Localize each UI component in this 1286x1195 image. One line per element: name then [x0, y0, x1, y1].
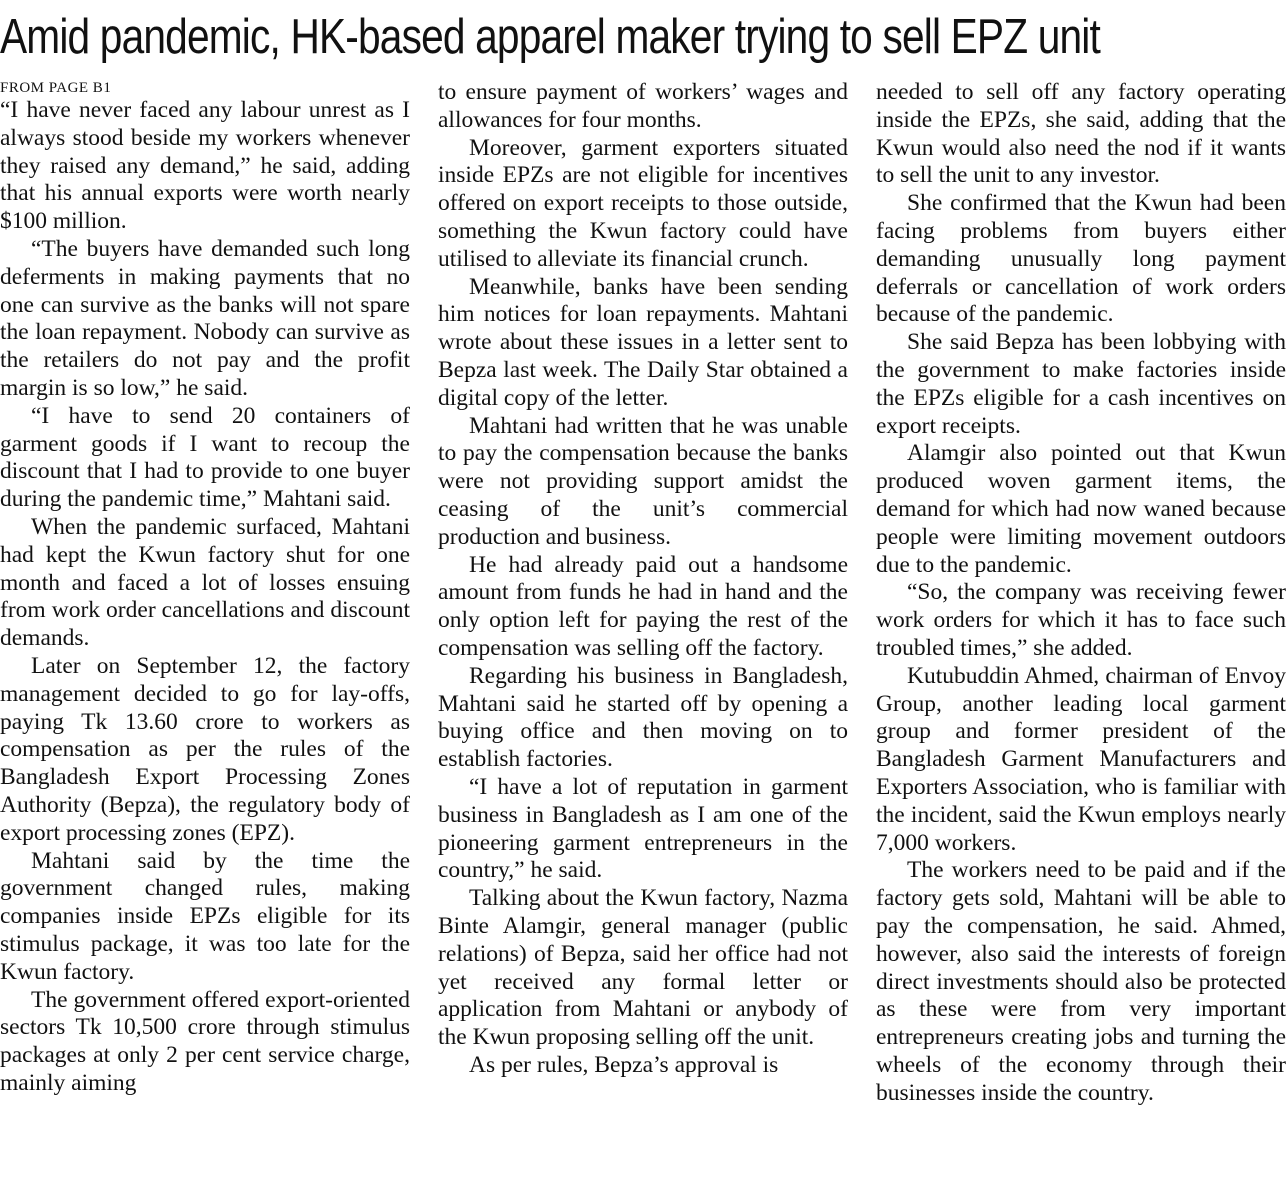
paragraph: “The buyers have demanded such long deferments in making payments that no one can survive as the banks will not spare the loan repayment. Nobody can survive as the retailers do not pay and the profit margin is so low,” he said.	[0, 235, 410, 401]
paragraph: As per rules, Bepza’s approval is	[469, 1051, 779, 1078]
paragraph: to ensure payment of workers’ wages and allowances for four months.	[438, 79, 848, 133]
paragraph: When the pandemic surfaced, Mahtani had kept the Kwun factory shut for one month and faced a lot of losses ensuing from work order cancellations and discount demands.	[0, 513, 410, 652]
paragraph: Later on September 12, the factory management decided to go for lay-offs, paying Tk 13.60 crore to workers as compensation as per the rules of the Bangladesh Export Processing Zones Authority (Bepza), the regulatory body of export processing zones (EPZ).	[0, 652, 410, 846]
article-body	[0, 79, 1286, 1195]
paragraph: Regarding his business in Bangladesh, Mahtani said he started off by opening a buying office and then moving on to establish factories.	[438, 662, 848, 773]
paragraph: Talking about the Kwun factory, Nazma Binte Alamgir, general manager (public relations) of Bepza, said her office had not yet received any formal letter or application from Mahtani or anybody of the Kwun proposing selling off the unit.	[438, 885, 848, 1051]
paragraph: “I have to send 20 containers of garment goods if I want to recoup the discount that I had to provide to one buyer during the pandemic time,” Mahtani said.	[0, 402, 410, 513]
article-column-1	[0, 79, 410, 1098]
paragraph: The government offered export-oriented sectors Tk 10,500 crore through stimulus packages at only 2 per cent service charge, mainly aiming	[0, 986, 410, 1096]
paragraph: Mahtani had written that he was unable to pay the compensation because the banks were not providing support amidst the ceasing of the unit’s commercial production and business.	[438, 412, 848, 550]
article-headline: Amid pandemic, HK-based apparel maker trying to sell EPZ unit	[0, 10, 1100, 64]
paragraph: “So, the company was receiving fewer work orders for which it has to face such troubled times,” she added.	[876, 579, 1286, 661]
paragraph: She confirmed that the Kwun had been facing problems from buyers either demanding unusually long payment deferrals or cancellation of work orders because of the pandemic.	[876, 190, 1286, 328]
paragraph: She said Bepza has been lobbying with the government to make factories inside the EPZs eligible for a cash incentives on export receipts.	[876, 329, 1286, 439]
paragraph: Meanwhile, banks have been sending him notices for loan repayments. Mahtani wrote about these issues in a letter sent to Bepza last week. The Daily Star obtained a digital copy of the letter.	[438, 273, 848, 411]
paragraph: The workers need to be paid and if the factory gets sold, Mahtani will be able to pay the compensation, he said. Ahmed, however, also said the interests of foreign direct investments should also be protected as these were from very important entrepreneurs creating jobs and turning the wheels of the economy through their businesses inside the country.	[876, 857, 1286, 1106]
paragraph: “I have a lot of reputation in garment business in Bangladesh as I am one of the pioneering garment entrepreneurs in the country,” he said.	[438, 773, 848, 884]
paragraph: needed to sell off any factory operating inside the EPZs, she said, adding that the Kwun would also need the nod if it wants to sell the unit to any investor.	[876, 79, 1286, 189]
article-column-2	[438, 79, 848, 1080]
paragraph: Alamgir also pointed out that Kwun produced woven garment items, the demand for which had now waned because people were limiting movement outdoors due to the pandemic.	[876, 440, 1286, 578]
paragraph: Kutubuddin Ahmed, chairman of Envoy Group, another leading local garment group and former president of the Bangladesh Garment Manufacturers and Exporters Association, who is familiar with the incident, said the Kwun employs nearly 7,000 workers.	[876, 662, 1286, 856]
paragraph: Mahtani said by the time the government changed rules, making companies inside EPZs eligible for its stimulus package, it was too late for the Kwun factory.	[0, 847, 410, 985]
paragraph: “I have never faced any labour unrest as I always stood beside my workers whenever they raised any demand,” he said, adding that his annual exports were worth nearly $100 million.	[0, 97, 410, 235]
paragraph: He had already paid out a handsome amount from funds he had in hand and the only option left for paying the rest of the compensation was selling off the factory.	[438, 551, 848, 661]
dateline: FROM PAGE B1	[0, 80, 112, 96]
article-column-3	[876, 79, 1286, 1107]
paragraph: Moreover, garment exporters situated inside EPZs are not eligible for incentives offered on export receipts to those outside, something the Kwun factory could have utilised to alleviate its financial crunch.	[438, 134, 848, 272]
